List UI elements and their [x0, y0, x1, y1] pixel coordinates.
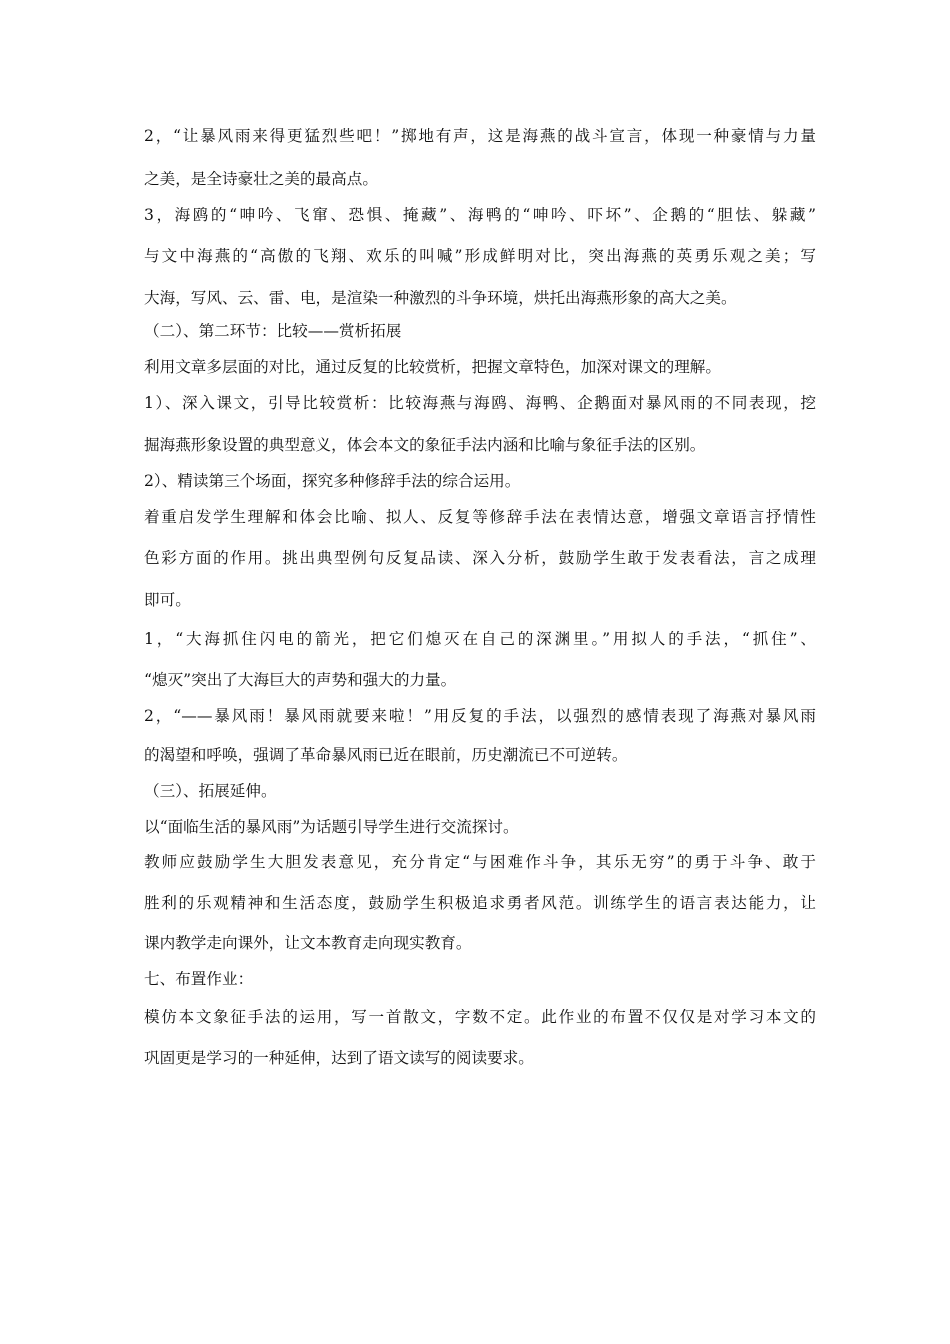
paragraph-line: 2，“——暴风雨！暴风雨就要来啦！”用反复的手法，以强烈的感情表现了海燕对暴风雨 [144, 707, 816, 725]
paragraph-line: 大海，写风、云、雷、电，是渲染一种激烈的斗争环境，烘托出海燕形象的高大之美。 [144, 289, 737, 307]
paragraph-line: 的渴望和呼唤，强调了革命暴风雨已近在眼前，历史潮流已不可逆转。 [144, 746, 628, 764]
paragraph-line: 课内教学走向课外，让文本教育走向现实教育。 [144, 934, 472, 952]
paragraph-line: 利用文章多层面的对比，通过反复的比较赏析，把握文章特色，加深对课文的理解。 [144, 358, 721, 376]
paragraph-line: 以“面临生活的暴风雨”为话题引导学生进行交流探讨。 [144, 818, 519, 836]
paragraph-line: 着重启发学生理解和体会比喻、拟人、反复等修辞手法在表情达意，增强文章语言抒情性 [144, 508, 816, 526]
section-heading: 七、布置作业： [144, 970, 254, 988]
paragraph-line: 模仿本文象征手法的运用，写一首散文，字数不定。此作业的布置不仅仅是对学习本文的 [144, 1008, 816, 1026]
paragraph-line: 胜利的乐观精神和生活态度，鼓励学生积极追求勇者风范。训练学生的语言表达能力，让 [144, 894, 816, 912]
paragraph-line: 掘海燕形象设置的典型意义，体会本文的象征手法内涵和比喻与象征手法的区别。 [144, 436, 706, 454]
paragraph-line: 2）、精读第三个场面，探究多种修辞手法的综合运用。 [144, 472, 521, 490]
paragraph-line: 与文中海燕的“高傲的飞翔、欢乐的叫喊”形成鲜明对比，突出海燕的英勇乐观之美；写 [144, 247, 816, 265]
section-heading: （三）、拓展延伸。 [144, 782, 277, 800]
paragraph-line: 即可。 [144, 591, 191, 609]
section-heading: （二）、第二环节：比较——赏析拓展 [144, 322, 402, 340]
paragraph-line: 1）、深入课文，引导比较赏析：比较海燕与海鸥、海鸭、企鹅面对暴风雨的不同表现，挖 [144, 394, 816, 412]
paragraph-line: 色彩方面的作用。挑出典型例句反复品读、深入分析，鼓励学生敢于发表看法，言之成理 [144, 549, 816, 567]
paragraph-line: 1，“大海抓住闪电的箭光，把它们熄灭在自己的深渊里。”用拟人的手法，“抓住”、 [144, 630, 816, 648]
paragraph-line: 巩固更是学习的一种延伸，达到了语文读写的阅读要求。 [144, 1049, 534, 1067]
paragraph-line: 之美，是全诗豪壮之美的最高点。 [144, 170, 378, 188]
paragraph-line: 2，“让暴风雨来得更猛烈些吧！”掷地有声，这是海燕的战斗宣言，体现一种豪情与力量 [144, 127, 816, 145]
paragraph-line: 3，海鸥的“呻吟、飞窜、恐惧、掩藏”、海鸭的“呻吟、吓坏”、企鹅的“胆怯、躲藏” [144, 206, 816, 224]
paragraph-line: 教师应鼓励学生大胆发表意见，充分肯定“与困难作斗争，其乐无穷”的勇于斗争、敢于 [144, 853, 816, 871]
paragraph-line: “熄灭”突出了大海巨大的声势和强大的力量。 [144, 671, 457, 689]
